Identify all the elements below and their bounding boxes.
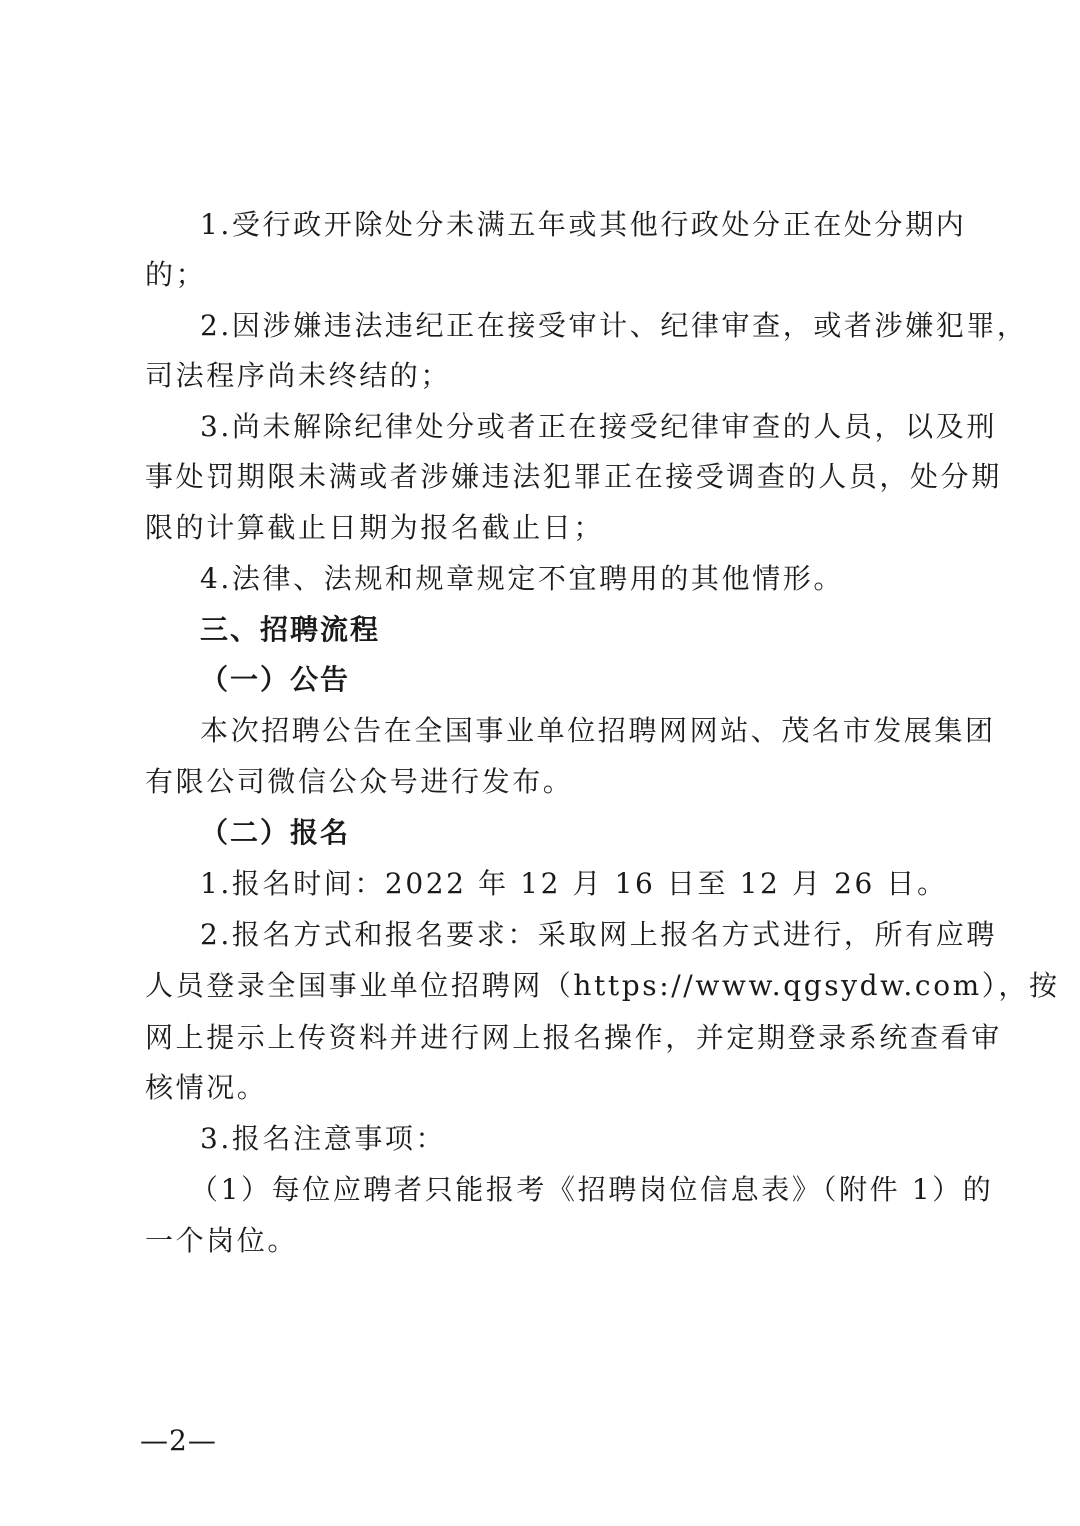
paragraph-line: 2.报名方式和报名要求：采取网上报名方式进行，所有应聘 xyxy=(200,918,997,951)
paragraph-line: 事处罚期限未满或者涉嫌违法犯罪正在接受调查的人员，处分期 xyxy=(145,460,1002,493)
paragraph-line: 1.受行政开除处分未满五年或其他行政处分正在处分期内 xyxy=(200,208,967,241)
paragraph-line: 有限公司微信公众号进行发布。 xyxy=(145,765,574,798)
paragraph-line: 司法程序尚未终结的； xyxy=(145,359,452,392)
paragraph-line: 限的计算截止日期为报名截止日； xyxy=(145,511,605,544)
paragraph-line: （1）每位应聘者只能报考《招聘岗位信息表》（附件 1）的 xyxy=(190,1173,994,1206)
paragraph-line: 核情况。 xyxy=(145,1071,268,1104)
paragraph-line: 人员登录全国事业单位招聘网（https://www.qgsydw.com），按 xyxy=(145,969,1060,1002)
subsection-heading: （二）报名 xyxy=(200,816,351,849)
paragraph-line: 的； xyxy=(145,258,207,291)
paragraph-line: 1.报名时间：2022 年 12 月 16 日至 12 月 26 日。 xyxy=(200,867,948,900)
paragraph-line: 2.因涉嫌违法违纪正在接受审计、纪律审查，或者涉嫌犯罪， xyxy=(200,309,1028,342)
paragraph-line: 一个岗位。 xyxy=(145,1224,299,1257)
paragraph-line: 网上提示上传资料并进行网上报名操作，并定期登录系统查看审 xyxy=(145,1021,1002,1054)
subsection-heading: （一）公告 xyxy=(200,663,351,696)
paragraph-line: 3.尚未解除纪律处分或者正在接受纪律审查的人员，以及刑 xyxy=(200,410,997,443)
section-heading: 三、招聘流程 xyxy=(200,613,381,646)
paragraph-line: 本次招聘公告在全国事业单位招聘网网站、茂名市发展集团 xyxy=(200,714,996,747)
page-number: —2— xyxy=(140,1424,217,1457)
paragraph-line: 4.法律、法规和规章规定不宜聘用的其他情形。 xyxy=(200,562,844,595)
paragraph-line: 3.报名注意事项： xyxy=(200,1122,447,1155)
